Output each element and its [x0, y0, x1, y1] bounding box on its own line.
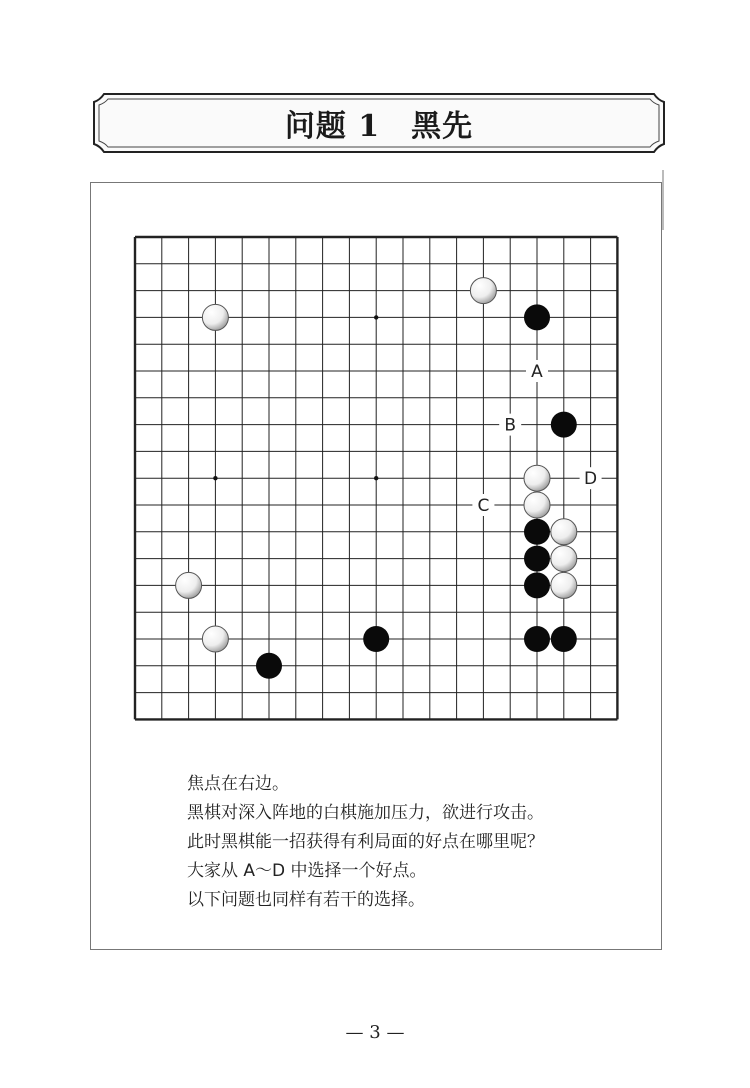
- star-point: [374, 315, 378, 319]
- black-stone: [524, 572, 550, 598]
- page-number: — 3 —: [345, 1022, 405, 1043]
- description-line: 此时黑棋能一招获得有利局面的好点在哪里呢？: [187, 832, 544, 852]
- black-stone: [524, 626, 550, 652]
- black-stone: [551, 626, 577, 652]
- black-stone: [363, 626, 389, 652]
- problem-description: [187, 770, 647, 915]
- description-line: 焦点在右边。: [187, 774, 289, 794]
- description-line: 以下问题也同样有若干的选择。: [187, 890, 425, 910]
- white-stone: [551, 519, 577, 545]
- white-stone: [202, 626, 228, 652]
- marker-label-c: C: [477, 496, 490, 516]
- title-banner: [92, 92, 666, 154]
- white-stone: [524, 465, 550, 491]
- black-stone: [524, 304, 550, 330]
- white-stone: [551, 572, 577, 598]
- white-stone: [176, 572, 202, 598]
- go-board: [128, 230, 624, 726]
- white-stone: [470, 278, 496, 304]
- marker-label-b: B: [504, 415, 517, 436]
- white-stone: [202, 304, 228, 330]
- page-title: 问题 1 黑先: [284, 109, 474, 144]
- black-stone: [524, 519, 550, 545]
- black-stone: [551, 412, 577, 438]
- frame-shadow: [662, 170, 664, 230]
- marker-label-a: A: [531, 362, 543, 382]
- description-line: 大家从 A～D 中选择一个好点。: [187, 861, 427, 881]
- marker-label-d: D: [584, 469, 598, 490]
- go-board-svg: [128, 230, 624, 726]
- star-point: [213, 476, 217, 480]
- black-stone: [524, 546, 550, 572]
- star-point: [374, 476, 378, 480]
- description-line: 黑棋对深入阵地的白棋施加压力，欲进行攻击。: [187, 803, 544, 823]
- black-stone: [256, 653, 282, 679]
- white-stone: [524, 492, 550, 518]
- white-stone: [551, 546, 577, 572]
